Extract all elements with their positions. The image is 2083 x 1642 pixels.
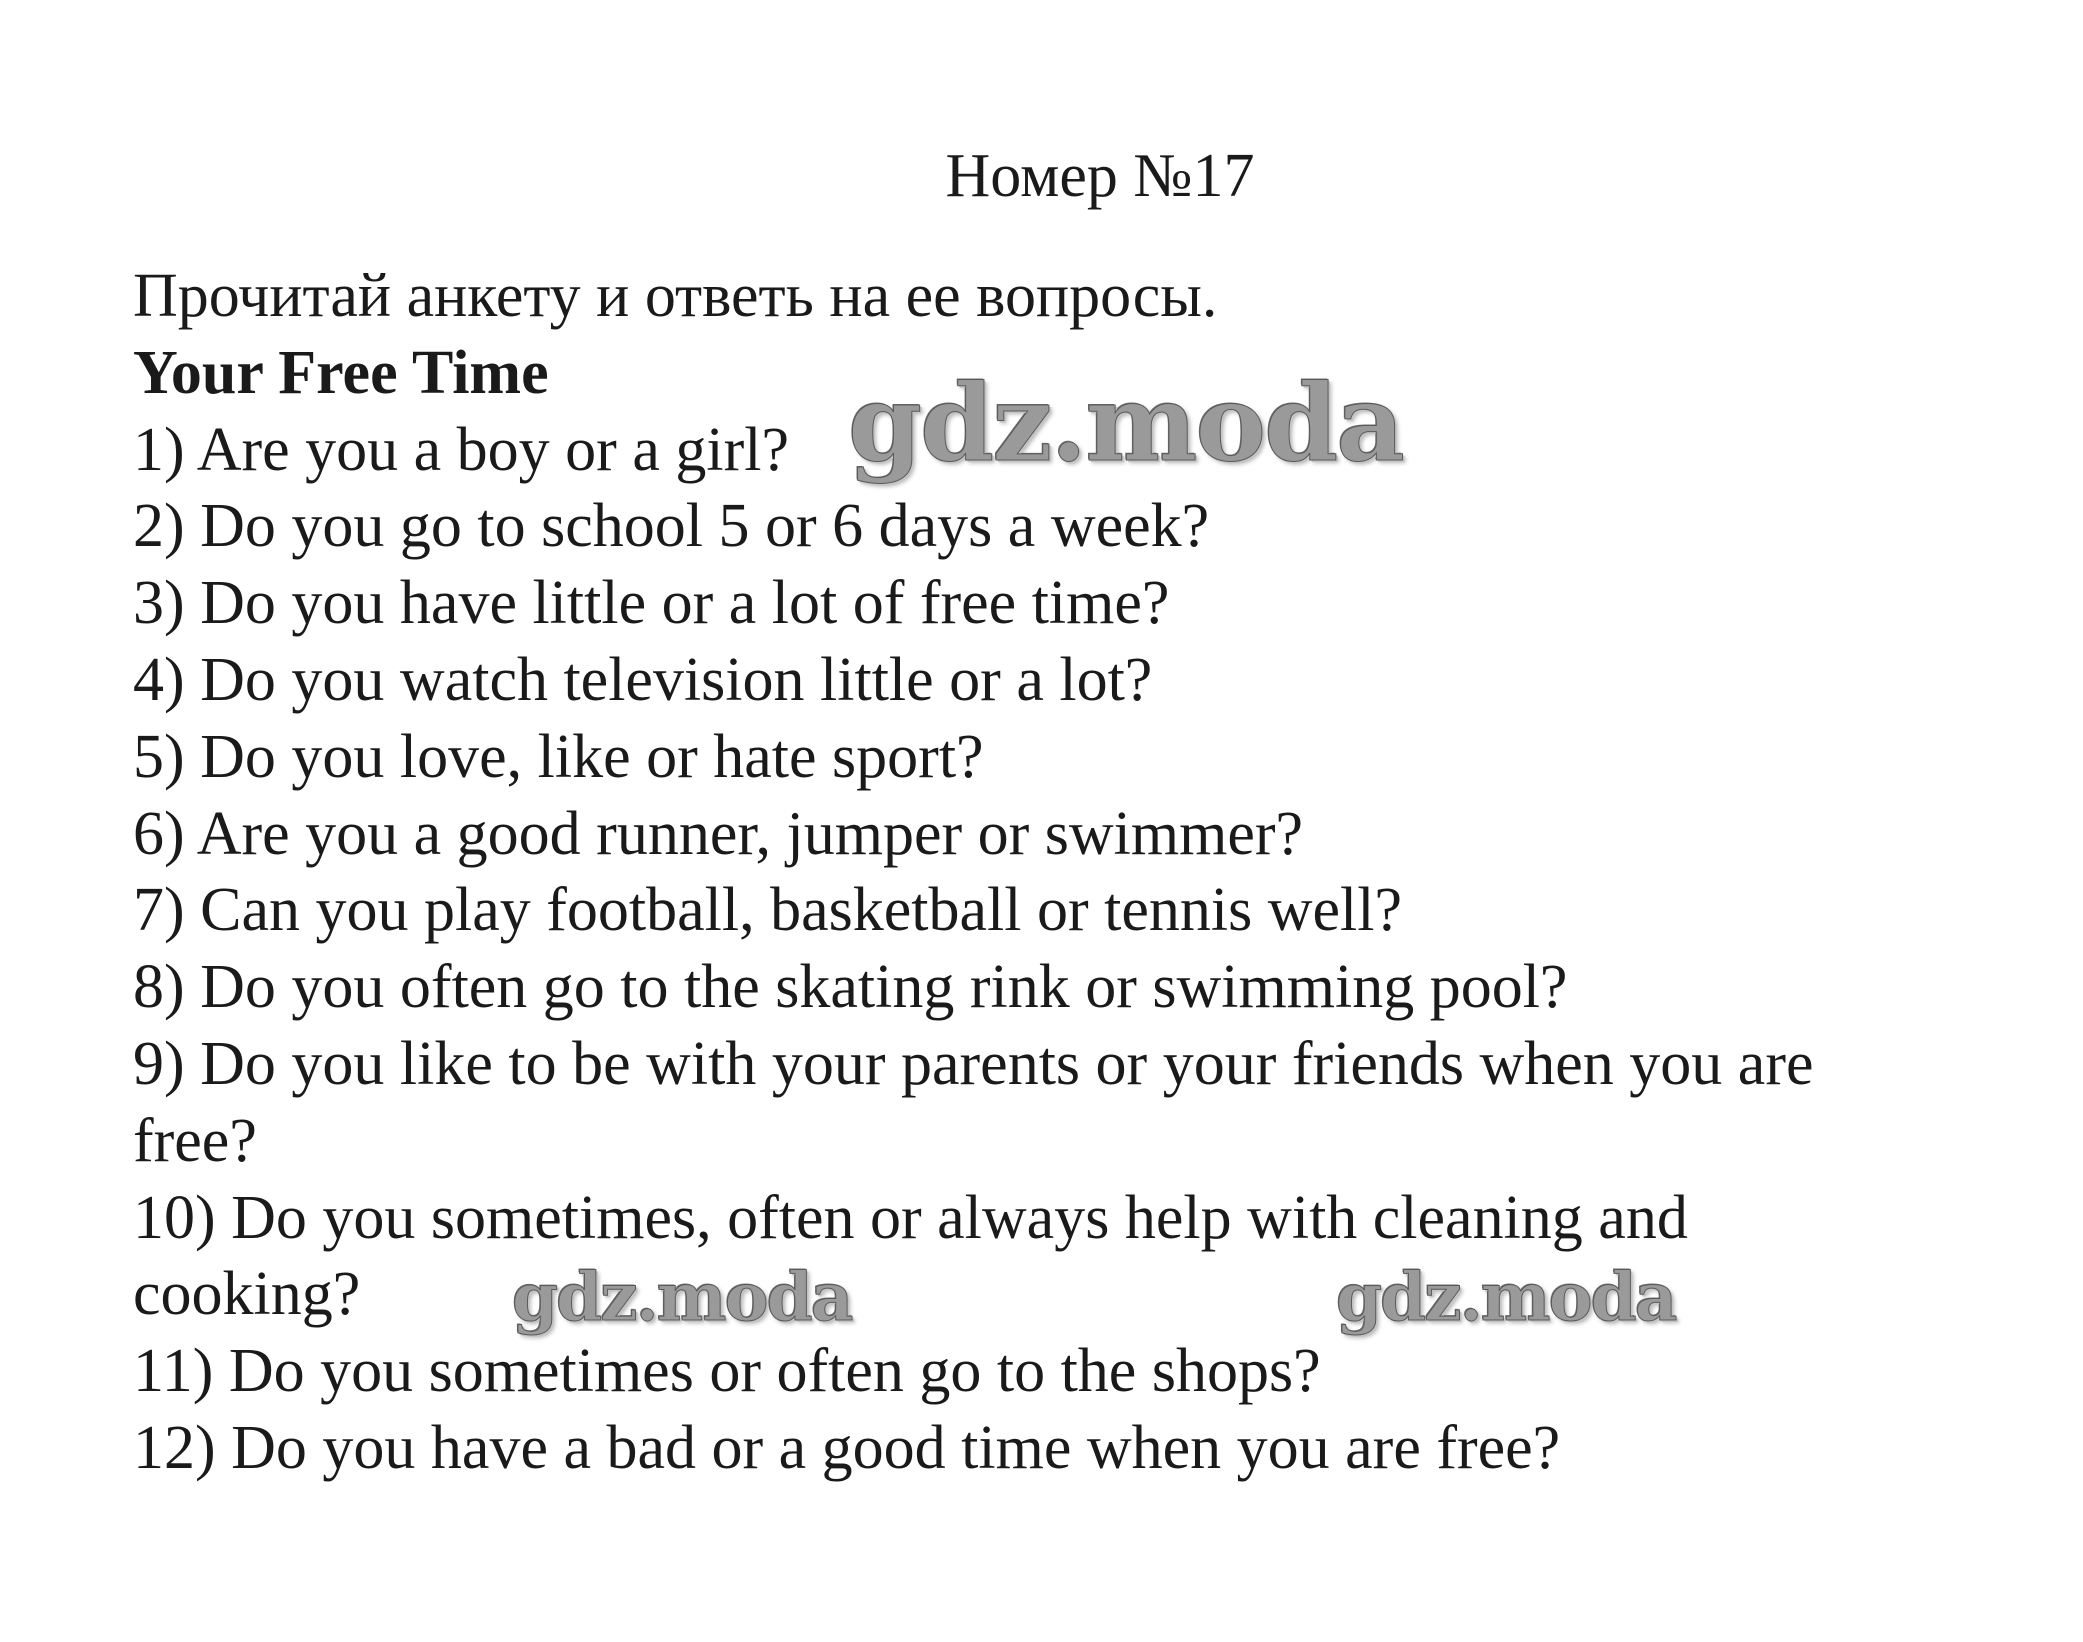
question-line: 2) Do you go to school 5 or 6 days a week?	[133, 492, 1210, 561]
watermark-logo: gdz.moda	[1336, 1258, 1676, 1336]
question-line: 10) Do you sometimes, often or always help with cleaning and	[133, 1183, 1688, 1252]
question-line: 5) Do you love, like or hate sport?	[133, 722, 984, 791]
question-line: 4) Do you watch television little or a lot?	[133, 645, 1153, 714]
question-line: 7) Can you play football, basketball or tennis well?	[133, 876, 1402, 945]
question-line: 6) Are you a good runner, jumper or swimmer?	[133, 799, 1304, 868]
watermark-logo: gdz.moda	[848, 360, 1403, 485]
question-line: 9) Do you like to be with your parents or your friends when you are	[133, 1029, 1814, 1098]
question-line: 12) Do you have a bad or a good time when you are free?	[133, 1413, 1561, 1482]
page-heading: Номер №17	[945, 142, 1255, 210]
watermark-logo: gdz.moda	[512, 1258, 852, 1336]
questionnaire-title: Your Free Time	[133, 338, 549, 407]
question-line: 11) Do you sometimes or often go to the shops?	[133, 1337, 1321, 1406]
instruction-text: Прочитай анкету и ответь на ее вопросы.	[133, 262, 1218, 330]
question-line-continuation: free?	[133, 1106, 257, 1175]
question-line-continuation: cooking?	[133, 1260, 361, 1329]
question-line: 3) Do you have little or a lot of free time?	[133, 569, 1170, 638]
question-line: 8) Do you often go to the skating rink or swimming pool?	[133, 953, 1568, 1022]
question-line: 1) Are you a boy or a girl?	[133, 415, 789, 484]
